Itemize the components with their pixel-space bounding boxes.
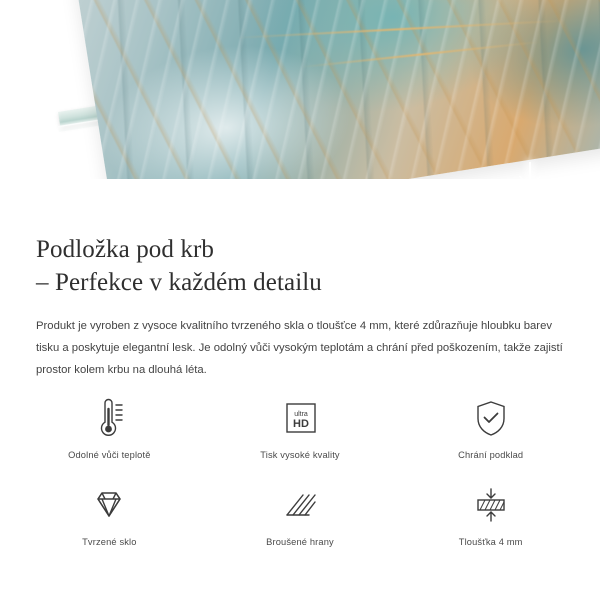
svg-text:HD: HD	[293, 418, 309, 430]
feature-item-protects-surface	[395, 395, 586, 460]
description-content	[0, 215, 600, 381]
feature-label: Tloušťka 4 mm	[458, 537, 523, 547]
feature-label: Tvrzené sklo	[82, 537, 137, 547]
page-title	[0, 215, 600, 299]
headline-line-1: Podložka pod krb	[36, 236, 214, 263]
headline-line-2: – Perfekce v každém detailu	[36, 269, 322, 296]
feature-label: Broušené hrany	[266, 537, 334, 547]
feature-item-temperature-resistant	[14, 395, 205, 460]
feature-item-polished-edges	[205, 482, 396, 547]
feature-item-print-quality	[205, 395, 396, 460]
ultra-hd-icon	[279, 395, 321, 441]
feature-label: Odolné vůči teplotě	[68, 450, 151, 460]
thermometer-icon	[88, 395, 130, 441]
thickness-arrows-icon	[470, 482, 512, 528]
polished-edges-icon	[279, 482, 321, 528]
feature-item-thickness	[395, 482, 586, 547]
hero-bottom-mask	[0, 179, 600, 215]
feature-item-tempered-glass	[14, 482, 205, 547]
feature-grid	[0, 395, 600, 547]
shield-check-icon	[470, 395, 512, 441]
feature-label: Chrání podklad	[458, 450, 524, 460]
hero-image-inner	[0, 0, 600, 215]
svg-text:ultra: ultra	[294, 411, 308, 418]
diamond-icon	[88, 482, 130, 528]
feature-label: Tisk vysoké kvality	[260, 450, 340, 460]
body-paragraph: Produkt je vyroben z vysoce kvalitního tvrzeného skla o tloušťce 4 mm, které zdůrazňuje hloubku barev tisku a poskytuje elegantní lesk. Je odolný vůči vysokým teplotám a chrání před poškozením, takže zajistí prostor kolem krbu na dlouhá léta.	[36, 320, 563, 377]
hero-image	[0, 0, 600, 215]
